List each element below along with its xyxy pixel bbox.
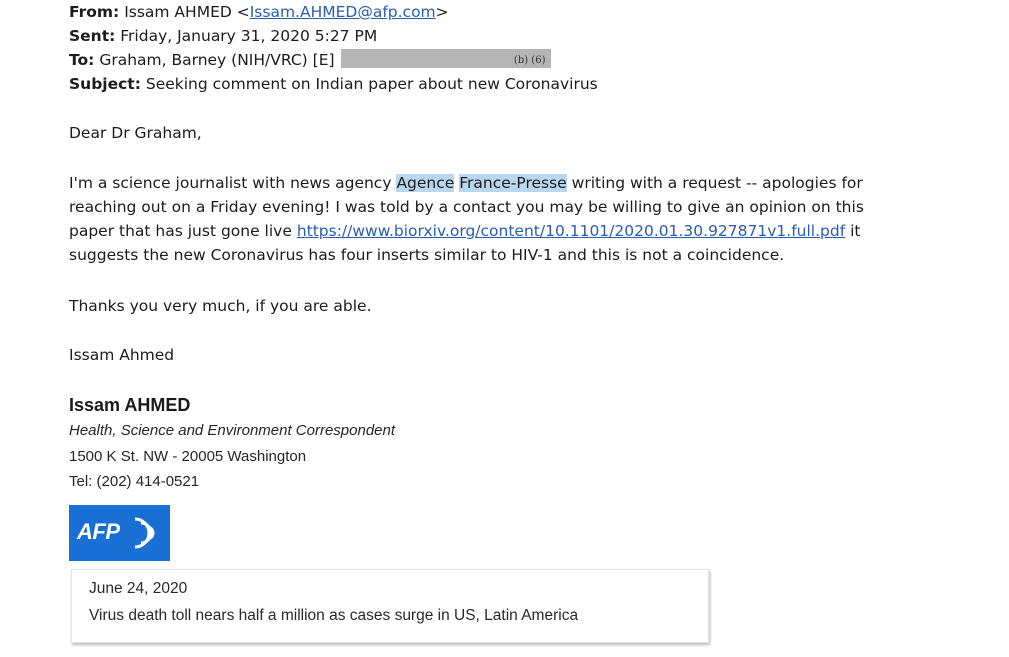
subject-value: Seeking comment on Indian paper about new Coronavirus [145,75,598,93]
subject-label: Subject: [69,75,141,93]
sender-email-link[interactable]: Issam.AHMED@afp.com [249,3,436,21]
body-text: I'm a science journalist with news agency [69,174,397,192]
to-label: To: [69,51,95,69]
news-card[interactable] [71,569,709,643]
from-label: From: [69,3,120,21]
body-line-4: suggests the new Coronavirus has four inserts similar to HIV-1 and this is not a coincidence. [69,246,785,264]
highlighted-agence: Agence [396,174,455,192]
to-line [69,49,551,71]
thanks-line: Thanks you very much, if you are able. [69,297,372,315]
body-line-2: reaching out on a Friday evening! I was told by a contact you may be willing to give an opinion on this [69,198,864,216]
sent-line [69,25,377,47]
from-line [69,1,449,23]
afp-logo-text: AFP [77,519,120,544]
to-value: Graham, Barney (NIH/VRC) [E] [99,51,335,69]
from-close: > [435,3,449,21]
body-line-3 [69,219,929,243]
redaction-code: (b) (6) [513,55,546,66]
afp-logo[interactable] [69,505,170,561]
sent-value: Friday, January 31, 2020 5:27 PM [120,27,378,45]
signature-phone: Tel: (202) 414-0521 [69,473,200,490]
body-paragraph [69,171,929,267]
signature-address: 1500 K St. NW - 20005 Washington [69,448,307,465]
body-text: paper that has just gone live [69,222,297,240]
redaction-block [341,49,551,68]
signoff: Issam Ahmed [69,346,175,364]
biorxiv-paper-link[interactable]: https://www.biorxiv.org/content/10.1101/2020.01.30.927871v1.full.pdf [296,222,846,240]
body-text: writing with a request -- apologies for [566,174,863,192]
body-text: it [845,222,861,240]
signature-title: Health, Science and Environment Correspondent [69,422,396,439]
greeting: Dear Dr Graham, [69,124,202,142]
signature-name: Issam AHMED [69,395,191,415]
from-name: Issam AHMED < [124,3,250,21]
subject-line [69,73,598,95]
news-headline[interactable]: Virus death toll nears half a million as cases surge in US, Latin America [89,607,579,624]
afp-globe-icon [133,517,161,549]
body-line-1 [69,171,929,195]
highlighted-france-presse: France-Presse [459,174,567,192]
news-date: June 24, 2020 [89,580,188,597]
sent-label: Sent: [69,27,116,45]
